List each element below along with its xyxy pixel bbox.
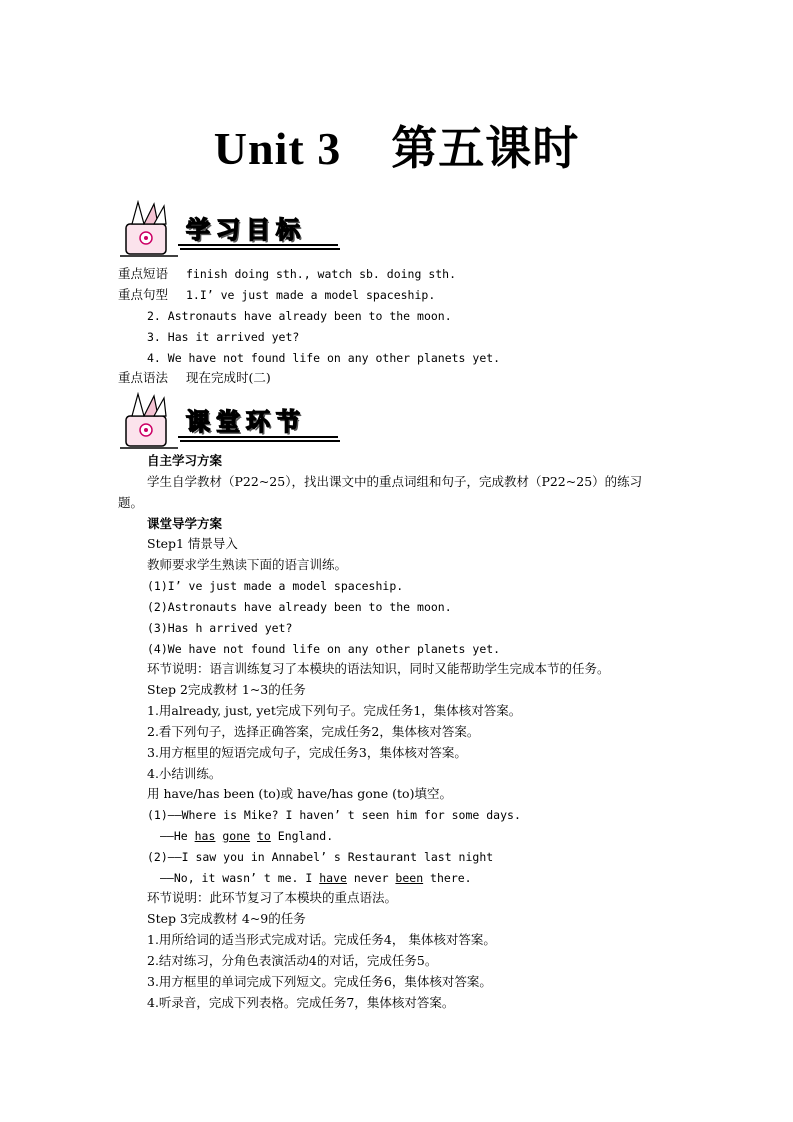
- self-study-text-cont: 题。: [118, 495, 144, 510]
- banner-classroom-text: 课堂环节: [186, 408, 306, 436]
- dialog2-question: (2)——I saw you in Annabel’ s Restaurant last night: [147, 850, 494, 864]
- pencil-cup-icon: [118, 200, 182, 258]
- banner-goals-text: 学习目标: [186, 216, 306, 244]
- sentence-item: 1.I’ ve just made a model spaceship.: [186, 288, 436, 302]
- answer-text: ——No, it wasn’ t me. I: [160, 871, 320, 885]
- sentences-label: 重点句型: [118, 287, 169, 302]
- banner-classroom: [118, 392, 340, 450]
- step1-title: Step1 情景导入: [147, 536, 238, 551]
- step2-item: 4.小结训练。: [147, 766, 222, 781]
- title-lesson: 第五课时: [391, 123, 580, 174]
- answer-blank: to: [256, 829, 271, 843]
- step2-item: 1.用already, just, yet完成下列句子。完成任务1，集体核对答案。: [147, 703, 522, 718]
- banner-goals: [118, 200, 340, 258]
- step2-item: 2.看下列句子，选择正确答案，完成任务2，集体核对答案。: [147, 724, 480, 739]
- phrases-text: finish doing sth., watch sb. doing sth.: [186, 267, 457, 281]
- step2-title: Step 2完成教材 1~3的任务: [147, 682, 306, 697]
- grammar-label: 重点语法: [118, 370, 169, 385]
- note1-text: 环节说明：语言训练复习了本模块的语法知识，同时又能帮助学生完成本节的任务。: [147, 661, 610, 676]
- guide-heading: 课堂导学方案: [147, 516, 223, 531]
- page-title: [0, 112, 793, 178]
- phrases-label: 重点短语: [118, 266, 169, 281]
- note2-text: 环节说明：此环节复习了本模块的重点语法。: [147, 890, 398, 905]
- drill-item: (4)We have not found life on any other planets yet.: [147, 642, 501, 656]
- sentence-item: 2. Astronauts have already been to the moon.: [147, 309, 452, 323]
- sentence-item: 3. Has it arrived yet?: [147, 330, 300, 344]
- self-study-text: 学生自学教材（P22~25），找出课文中的重点词组和句子，完成教材（P22~25）的练习: [147, 474, 643, 489]
- sentences-row: [118, 287, 435, 303]
- drill-item: (2)Astronauts have already been to the moon.: [147, 600, 452, 614]
- drill-item: (3)Has h arrived yet?: [147, 621, 293, 635]
- answer-text: ——He: [160, 829, 195, 843]
- sentence-item: 4. We have not found life on any other planets yet.: [147, 351, 501, 365]
- answer-blank: has: [194, 829, 216, 843]
- phrases-row: [118, 266, 456, 282]
- fill-instruction: 用 have/has been (to)或 have/has gone (to)填空。: [147, 786, 452, 801]
- step3-item: 4.听录音，完成下列表格。完成任务7，集体核对答案。: [147, 995, 455, 1010]
- step3-item: 3.用方框里的单词完成下列短文。完成任务6，集体核对答案。: [147, 974, 492, 989]
- pencil-cup-icon: [118, 392, 182, 450]
- dialog1-question: (1)——Where is Mike? I haven’ t seen him for some days.: [147, 808, 521, 822]
- grammar-row: [118, 370, 271, 386]
- answer-text: England.: [270, 829, 334, 843]
- step3-item: 2.结对练习，分角色表演活动4的对话，完成任务5。: [147, 953, 438, 968]
- answer-text: there.: [423, 871, 472, 885]
- answer-blank: have: [319, 871, 347, 885]
- grammar-text: 现在完成时(二): [186, 370, 271, 385]
- step3-item: 1.用所给词的适当形式完成对话。完成任务4， 集体核对答案。: [147, 932, 496, 947]
- self-study-heading: 自主学习方案: [147, 453, 223, 468]
- answer-blank: gone: [222, 829, 251, 843]
- drill-item: (1)I’ ve just made a model spaceship.: [147, 579, 404, 593]
- step3-title: Step 3完成教材 4~9的任务: [147, 911, 306, 926]
- step1-text: 教师要求学生熟读下面的语言训练。: [147, 557, 348, 572]
- dialog2-answer: [160, 870, 472, 886]
- step2-item: 3.用方框里的短语完成句子，完成任务3，集体核对答案。: [147, 745, 467, 760]
- title-unit: Unit 3: [213, 123, 342, 174]
- dialog1-answer: [160, 828, 333, 844]
- answer-blank: been: [395, 871, 424, 885]
- answer-text: never: [346, 871, 396, 885]
